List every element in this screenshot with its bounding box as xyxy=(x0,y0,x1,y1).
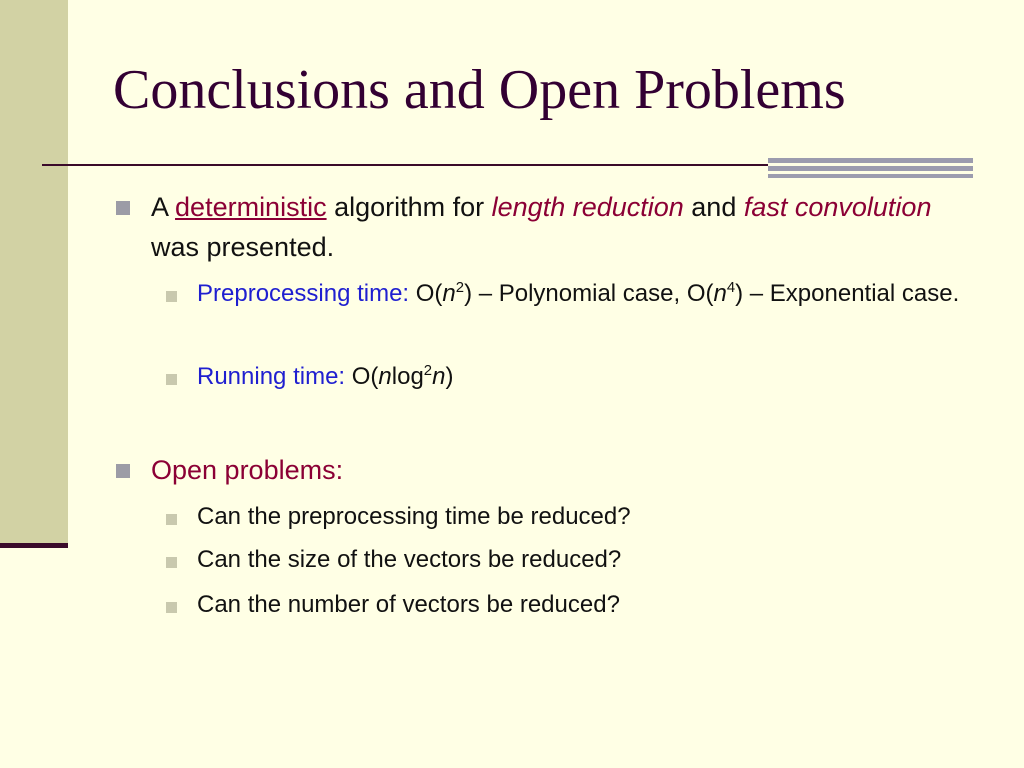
text: O( xyxy=(345,363,379,390)
square-bullet-icon xyxy=(166,374,177,385)
square-bullet-icon xyxy=(116,464,130,478)
text: ) – Exponential case. xyxy=(735,280,960,307)
square-bullet-icon xyxy=(116,201,130,215)
bullet-text xyxy=(151,187,981,267)
decorative-stripes xyxy=(768,158,973,178)
var-n: n xyxy=(432,363,446,390)
square-bullet-icon xyxy=(166,291,177,302)
open-problem-text: Can the preprocessing time be reduced? xyxy=(197,503,631,530)
square-bullet-icon xyxy=(166,602,177,613)
square-bullet-icon xyxy=(166,557,177,568)
var-n: n xyxy=(713,280,727,307)
emphasis-length-reduction: length reduction xyxy=(491,192,684,222)
exponent: 2 xyxy=(455,280,465,296)
exponent: 4 xyxy=(726,280,736,296)
deterministic-link[interactable]: deterministic xyxy=(175,192,327,222)
exponent: 2 xyxy=(423,363,433,379)
bullet-open-problems-label: Open problems: xyxy=(151,455,344,485)
open-problem-text: Can the size of the vectors be reduced? xyxy=(197,546,622,573)
open-problem-text: Can the number of vectors be reduced? xyxy=(197,591,620,618)
left-band-rule xyxy=(0,543,68,548)
text: O( xyxy=(409,280,443,307)
label-preprocessing-time: Preprocessing time: xyxy=(197,280,410,307)
text-prefix: A xyxy=(151,192,176,222)
text-mid: algorithm for xyxy=(326,192,492,222)
emphasis-fast-convolution: fast convolution xyxy=(743,192,932,222)
square-bullet-icon xyxy=(166,514,177,525)
var-n: n xyxy=(442,280,456,307)
text: ) xyxy=(445,363,454,390)
title-rule xyxy=(42,164,770,166)
label-running-time: Running time: xyxy=(197,363,346,390)
sub-bullet-text xyxy=(197,359,977,395)
sub-bullet-text xyxy=(197,276,977,312)
left-band xyxy=(0,0,68,543)
text-suffix: was presented. xyxy=(151,232,335,262)
text: log xyxy=(391,363,424,390)
text: ) – Polynomial case, O( xyxy=(464,280,714,307)
slide-title: Conclusions and Open Problems xyxy=(113,59,846,121)
text-mid: and xyxy=(683,192,744,222)
var-n: n xyxy=(378,363,392,390)
